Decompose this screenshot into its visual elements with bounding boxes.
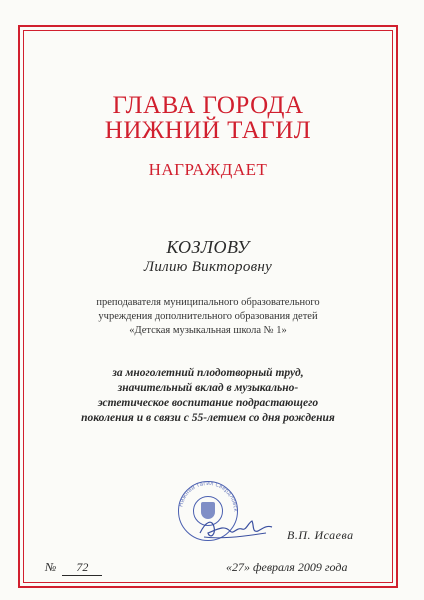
number-label: № [45, 560, 57, 574]
merit-line-4: поколения и в связи с 55-летием со дня рождения [81, 412, 335, 424]
handwritten-signature [196, 507, 282, 547]
document-number [45, 560, 102, 576]
recipient-given-names: Лилию Викторовну [143, 259, 273, 275]
title-line-2: НИЖНИЙ ТАГИЛ [104, 117, 312, 144]
title-line-1: ГЛАВА ГОРОДА [112, 92, 304, 119]
merit-line-2: значительный вклад в музыкально- [117, 382, 299, 394]
merit-line-3: эстетическое воспитание подрастающего [97, 397, 319, 409]
position-line-3: «Детская музыкальная школа № 1» [129, 325, 287, 336]
seal-text: Нижний Тагил Свердловск [178, 480, 239, 512]
signer-name: В.П. Исаева [287, 528, 354, 542]
position-line-1: преподавателя муниципального образовательного [96, 297, 320, 308]
number-value: 72 [62, 560, 102, 576]
award-heading: НАГРАЖДАЕТ [148, 160, 268, 179]
position-line-2: учреждения дополнительного образования детей [98, 311, 318, 322]
issue-date: «27» февраля 2009 года [226, 560, 348, 574]
merit-line-1: за многолетний плодотворный труд, [112, 367, 304, 379]
recipient-surname: КОЗЛОВУ [166, 237, 250, 257]
